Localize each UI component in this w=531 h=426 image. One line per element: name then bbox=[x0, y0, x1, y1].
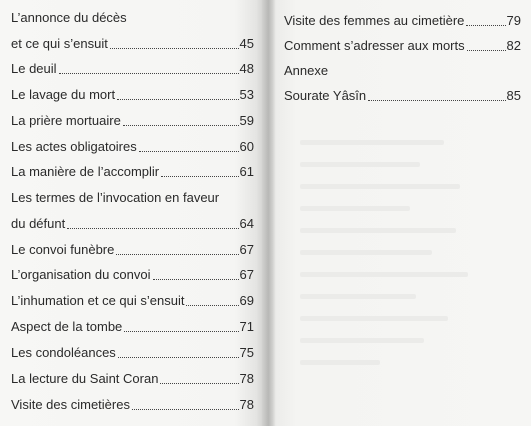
bleed-through-text bbox=[300, 140, 500, 400]
toc-entry-title: Annexe bbox=[284, 63, 329, 78]
dot-leader bbox=[116, 254, 238, 255]
dot-leader bbox=[110, 48, 239, 49]
dot-leader bbox=[160, 383, 238, 384]
toc-entry-title: Visite des cimetières bbox=[11, 397, 130, 412]
toc-entry bbox=[11, 87, 254, 103]
toc-page-number: 45 bbox=[239, 36, 254, 51]
toc-entry bbox=[11, 61, 254, 77]
toc-entry-title: du défunt bbox=[11, 216, 66, 231]
toc-entry bbox=[11, 10, 254, 26]
dot-leader bbox=[117, 99, 238, 100]
toc-entry bbox=[11, 190, 254, 206]
toc-entry-title: L’annonce du décès bbox=[11, 10, 127, 25]
toc-entry bbox=[11, 36, 254, 52]
dot-leader bbox=[153, 279, 239, 280]
toc-page-number: 67 bbox=[239, 267, 254, 282]
toc-entry-title: Le convoi funèbre bbox=[11, 242, 115, 257]
dot-leader bbox=[161, 176, 238, 177]
toc-page-number: 75 bbox=[239, 345, 254, 360]
toc-entry bbox=[11, 319, 254, 335]
toc-entry bbox=[11, 164, 254, 180]
toc-page-number: 67 bbox=[239, 242, 254, 257]
toc-entry-title: Sourate Yâsîn bbox=[284, 88, 367, 103]
toc-entry-title: Les actes obligatoires bbox=[11, 139, 137, 154]
toc-page-number: 60 bbox=[239, 139, 254, 154]
toc-entry-title: L’inhumation et ce qui s’ensuit bbox=[11, 293, 185, 308]
book-gutter bbox=[262, 0, 276, 426]
toc-entry-title: Le lavage du mort bbox=[11, 87, 116, 102]
toc-page-number: 78 bbox=[239, 397, 254, 412]
toc-page-number: 48 bbox=[239, 61, 254, 76]
dot-leader bbox=[123, 125, 239, 126]
toc-entry-title: et ce qui s’ensuit bbox=[11, 36, 108, 51]
dot-leader bbox=[466, 25, 505, 26]
dot-leader bbox=[118, 357, 239, 358]
toc-entry bbox=[284, 63, 521, 79]
toc-page-number: 59 bbox=[239, 113, 254, 128]
toc-entry-title: L’organisation du convoi bbox=[11, 267, 151, 282]
toc-page-number: 85 bbox=[506, 88, 521, 103]
toc-entry bbox=[11, 371, 254, 387]
toc-entry bbox=[284, 88, 521, 104]
toc-page-number: 78 bbox=[239, 371, 254, 386]
toc-page-number: 82 bbox=[506, 38, 521, 53]
dot-leader bbox=[368, 100, 505, 101]
toc-entry bbox=[11, 345, 254, 361]
toc-entry-title: Visite des femmes au cimetière bbox=[284, 13, 465, 28]
toc-entry bbox=[11, 293, 254, 309]
toc-entry-title: Comment s’adresser aux morts bbox=[284, 38, 465, 53]
toc-entry-title: Le deuil bbox=[11, 61, 57, 76]
toc-entry bbox=[284, 38, 521, 54]
toc-entry bbox=[284, 13, 521, 29]
toc-entry bbox=[11, 139, 254, 155]
toc-page-number: 53 bbox=[239, 87, 254, 102]
toc-entry-title: Les condoléances bbox=[11, 345, 116, 360]
dot-leader bbox=[124, 331, 238, 332]
dot-leader bbox=[467, 50, 506, 51]
toc-entry-title: La manière de l’accomplir bbox=[11, 164, 160, 179]
toc-page-number: 69 bbox=[239, 293, 254, 308]
toc-entry bbox=[11, 216, 254, 232]
dot-leader bbox=[132, 409, 239, 410]
toc-page-number: 79 bbox=[506, 13, 521, 28]
toc-entry-title: Aspect de la tombe bbox=[11, 319, 123, 334]
toc-entry-title: La lecture du Saint Coran bbox=[11, 371, 159, 386]
toc-page-number: 64 bbox=[239, 216, 254, 231]
toc-page-number: 71 bbox=[239, 319, 254, 334]
toc-entry bbox=[11, 113, 254, 129]
dot-leader bbox=[59, 73, 239, 74]
toc-entry-title: La prière mortuaire bbox=[11, 113, 121, 128]
toc-page-number: 61 bbox=[239, 164, 254, 179]
dot-leader bbox=[139, 151, 239, 152]
dot-leader bbox=[186, 305, 238, 306]
toc-entry bbox=[11, 397, 254, 413]
dot-leader bbox=[67, 228, 238, 229]
toc-entry bbox=[11, 267, 254, 283]
toc-entry-title: Les termes de l’invocation en faveur bbox=[11, 190, 220, 205]
toc-entry bbox=[11, 242, 254, 258]
